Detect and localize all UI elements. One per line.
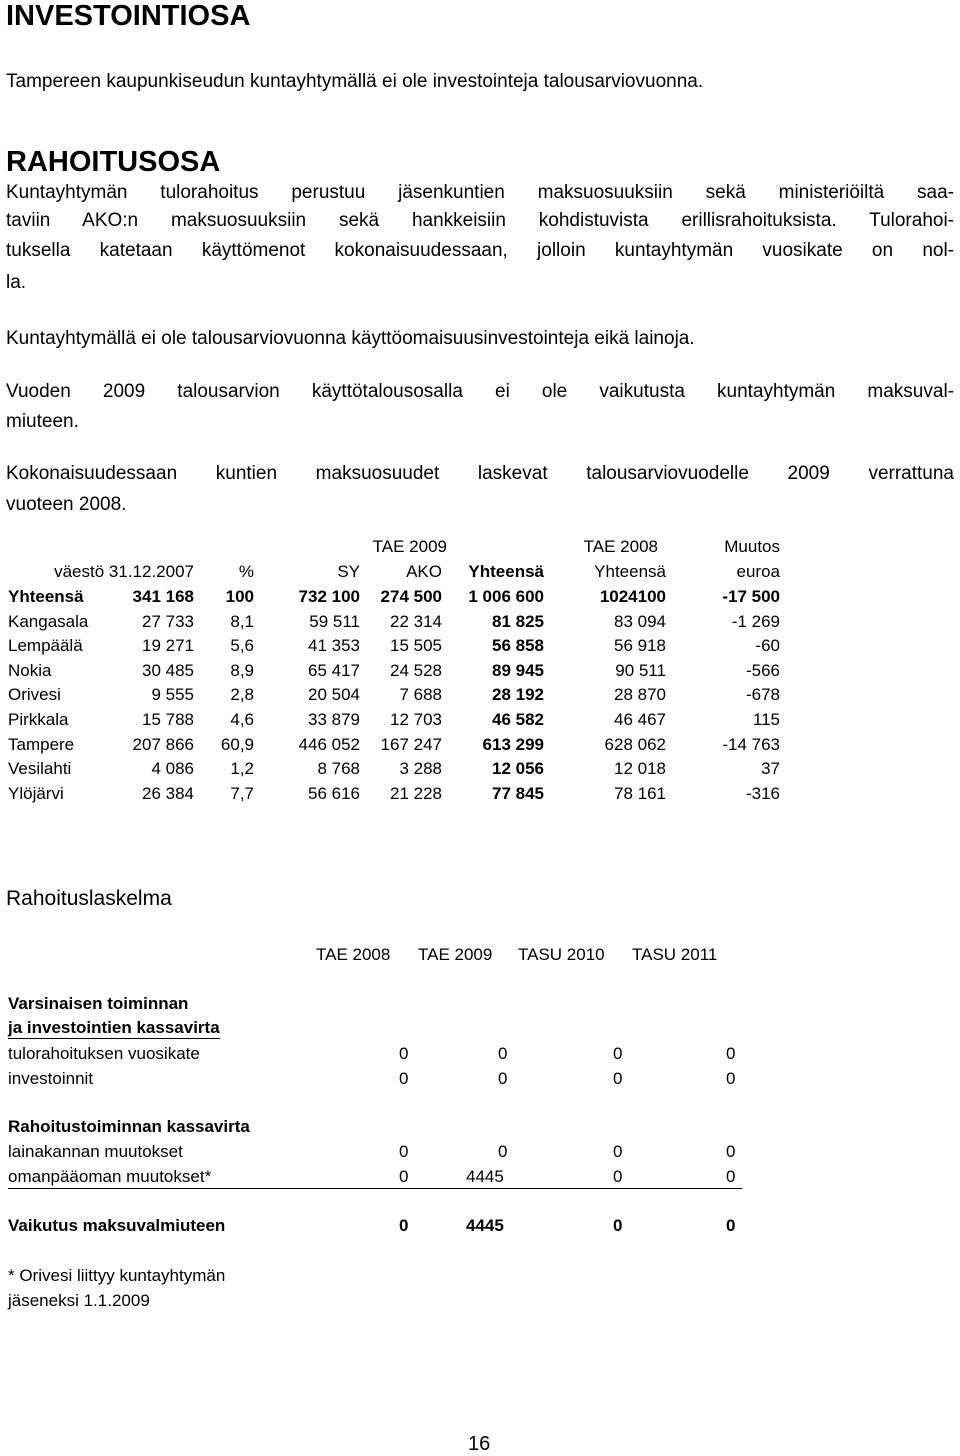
table-row-label: Lempäälä [8,636,83,655]
table-cell: -678 [745,685,780,704]
table-cell: 8,9 [230,661,254,680]
row-value: 0 [613,1142,623,1161]
table-cell: 100 [225,587,254,606]
table-row-label: Vesilahti [8,759,72,778]
table-cell: 7,7 [230,784,254,803]
table-cell: 26 384 [142,784,194,803]
table-cell: 28 870 [614,685,666,704]
table-cell: 28 192 [492,685,544,704]
header-yhteensa: Yhteensä [468,562,544,581]
row-value: 0 [726,1044,736,1063]
para3-line-2: miuteen. [6,411,79,432]
table-cell: 4,6 [230,710,254,729]
row-value: 0 [613,1069,623,1088]
para1-line-2: taviin AKO:n maksuosuuksiin sekä hankkeisiin kohdistuvista erillisrahoituksista. Tulorahoi- [6,210,954,231]
table-cell: 3 288 [399,759,442,778]
table-cell: 15 788 [142,710,194,729]
table-cell: -14 763 [722,735,780,754]
col-tasu2010: TASU 2010 [518,945,605,964]
table-row-label: Ylöjärvi [8,784,64,803]
table-cell: 732 100 [298,587,360,606]
para3-line-1: Vuoden 2009 talousarvion käyttötalousosalla ei ole vaikutusta kuntayhtymän maksuval- [6,381,954,402]
table-cell: 27 733 [142,612,194,631]
table-cell: 81 825 [492,612,544,631]
table-cell: 89 945 [492,661,544,680]
col-tae2008: TAE 2008 [316,945,391,964]
table-cell: -316 [745,784,780,803]
sec2-title: Rahoitustoiminnan kassavirta [8,1117,250,1136]
table-cell: 4 086 [151,759,194,778]
investointi-text: Tampereen kaupunkiseudun kuntayhtymällä ei ole investointeja talousarviovuonna. [6,71,704,92]
table-cell: 78 161 [614,784,666,803]
col-tasu2011: TASU 2011 [632,945,718,964]
para1-line-3: tuksella katetaan käyttömenot kokonaisuudessaan, jolloin kuntayhtymän vuosikate on nol- [6,240,954,261]
table-cell: 46 467 [614,710,666,729]
row-label: tulorahoituksen vuosikate [8,1044,200,1063]
table-cell: 8,1 [230,612,254,631]
table-cell: 15 505 [390,636,442,655]
table-cell: 24 528 [390,661,442,680]
table-cell: 56 858 [492,636,544,655]
table-cell: 37 [761,759,780,778]
row-value: 0 [399,1167,409,1186]
row-value: 0 [613,1167,623,1186]
total-value: 0 [613,1216,623,1235]
table-row-label: Yhteensä [8,587,84,606]
total-value: 0 [399,1216,409,1235]
table-cell: 5,6 [230,636,254,655]
table-cell: 12 056 [492,759,544,778]
row-value: 0 [498,1069,508,1088]
investointi-heading: INVESTOINTIOSA [6,0,251,32]
table-cell: 1,2 [230,759,254,778]
table-cell: 56 918 [614,636,666,655]
table-row-label: Tampere [8,735,75,754]
row-value: 4445 [466,1167,504,1186]
header-tae2008: TAE 2008 [583,537,658,556]
table-cell: 12 703 [390,710,442,729]
underline-divider [8,1188,742,1189]
row-value: 0 [399,1142,409,1161]
row-value: 0 [726,1167,736,1186]
table-cell: 446 052 [298,735,360,754]
table-cell: -566 [745,661,780,680]
row-value: 0 [498,1142,508,1161]
table-cell: 8 768 [317,759,360,778]
table-cell: 22 314 [390,612,442,631]
table-cell: 46 582 [492,710,544,729]
table-cell: 21 228 [390,784,442,803]
row-label: lainakannan muutokset [8,1142,183,1161]
table-cell: 274 500 [380,587,442,606]
header-muutos: Muutos [724,537,780,556]
table-cell: 628 062 [604,735,666,754]
table-cell: 33 879 [308,710,360,729]
sec1-title-line-1: Varsinaisen toiminnan [8,994,189,1013]
row-value: 0 [498,1044,508,1063]
header-sy: SY [337,562,360,581]
page-number: 16 [468,1433,491,1455]
sec1-title-line-2: ja investointien kassavirta [8,1018,220,1037]
table-cell: 7 688 [399,685,442,704]
row-value: 0 [399,1069,409,1088]
total-value: 4445 [466,1216,504,1235]
para2: Kuntayhtymällä ei ole talousarviovuonna käyttöomaisuusinvestointeja eikä lainoja. [6,328,695,349]
table-cell: -60 [755,636,780,655]
table-cell: 207 866 [132,735,194,754]
table-cell: 1 006 600 [468,587,544,606]
table-row-label: Kangasala [8,612,89,631]
table-cell: 613 299 [482,735,544,754]
col-tae2009: TAE 2009 [418,945,493,964]
table-cell: 60,9 [220,735,254,754]
para4-line-2: vuoteen 2008. [6,494,127,515]
header-yhteensa-2008: Yhteensä [594,562,666,581]
total-value: 0 [726,1216,736,1235]
table-row-label: Orivesi [8,685,61,704]
table-row-label: Pirkkala [8,710,69,729]
table-cell: 77 845 [492,784,544,803]
table-cell: -17 500 [722,587,780,606]
header-pct: % [238,562,254,581]
para4-line-1: Kokonaisuudessaan kuntien maksuosuudet laskevat talousarviovuodelle 2009 verrattuna [6,463,954,484]
para1-line-1: Kuntayhtymän tulorahoitus perustuu jäsenkuntien maksuosuuksiin sekä ministeriöiltä saa- [6,182,954,203]
table-cell: 9 555 [151,685,194,704]
footnote-line-2: jäseneksi 1.1.2009 [8,1291,150,1310]
table-cell: 2,8 [230,685,254,704]
table-cell: 20 504 [308,685,360,704]
total-label: Vaikutus maksuvalmiuteen [8,1216,226,1235]
table-cell: -1 269 [731,612,780,631]
table-cell: 56 616 [308,784,360,803]
row-label: investoinnit [8,1069,94,1088]
table-cell: 41 353 [308,636,360,655]
row-label: omanpääoman muutokset* [8,1167,212,1186]
row-value: 0 [613,1044,623,1063]
row-value: 0 [399,1044,409,1063]
table-cell: 12 018 [614,759,666,778]
laskelma-title: Rahoituslaskelma [6,887,172,910]
para1-line-4: la. [6,272,27,293]
table-cell: 19 271 [142,636,194,655]
table-cell: 115 [752,710,780,729]
row-value: 0 [726,1142,736,1161]
table-cell: 30 485 [142,661,194,680]
row-value: 0 [726,1069,736,1088]
table-row-label: Nokia [8,661,52,680]
table-cell: 341 168 [132,587,194,606]
header-vaesto: väestö 31.12.2007 [54,562,194,581]
header-ako: AKO [406,562,442,581]
table-cell: 90 511 [615,661,666,680]
table-cell: 83 094 [614,612,666,631]
footnote-line-1: * Orivesi liittyy kuntayhtymän [8,1266,226,1285]
table-cell: 59 511 [309,612,360,631]
rahoitus-heading: RAHOITUSOSA [6,146,221,178]
table-cell: 167 247 [380,735,442,754]
header-euroa: euroa [736,562,780,581]
table-cell: 65 417 [308,661,360,680]
header-tae2009: TAE 2009 [372,537,447,556]
table-cell: 1024100 [599,587,666,606]
